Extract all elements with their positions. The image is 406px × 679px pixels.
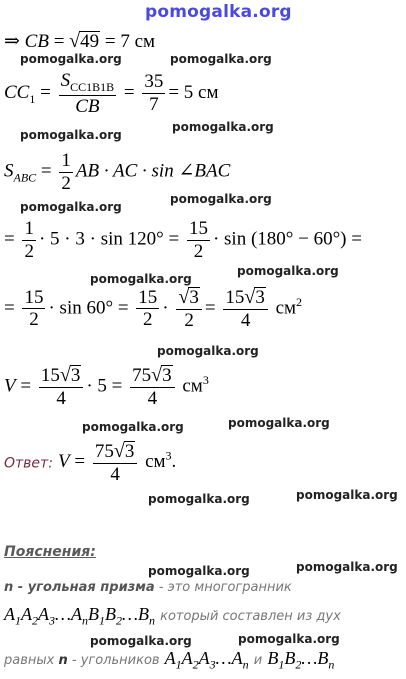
sqrt-icon: √ bbox=[69, 30, 81, 52]
watermark: pomogalka.org bbox=[172, 120, 274, 134]
superscript: 2 bbox=[296, 294, 303, 309]
fraction bbox=[142, 71, 165, 116]
numerator: 35 bbox=[144, 71, 164, 93]
numerator: 75 bbox=[94, 441, 114, 462]
fraction bbox=[136, 287, 159, 332]
radicand: 3 bbox=[189, 287, 199, 308]
denominator: 2 bbox=[61, 172, 71, 194]
fraction bbox=[130, 364, 174, 410]
denominator: 7 bbox=[142, 93, 165, 116]
unit: см bbox=[145, 451, 166, 473]
volume-symbol: V bbox=[58, 451, 70, 473]
numerator: 75 bbox=[132, 365, 152, 386]
unit: см bbox=[182, 375, 203, 397]
formula-line-3: $S_{ABC}$ = $\frac{1}{2}$ AB · AC · sin ∠BAC bbox=[4, 150, 231, 194]
denominator: 4 bbox=[223, 309, 267, 332]
explanation-line-1 bbox=[4, 580, 292, 595]
fraction bbox=[22, 218, 36, 263]
numerator: 15 bbox=[40, 365, 60, 386]
radicand: 49 bbox=[80, 31, 100, 52]
sqrt-icon: √ bbox=[59, 364, 71, 386]
watermark: pomogalka.org bbox=[20, 200, 122, 214]
fraction bbox=[39, 364, 83, 410]
explanation-text: равных bbox=[4, 653, 59, 668]
site-title: pomogalka.org bbox=[145, 2, 292, 22]
denominator: 2 bbox=[22, 308, 45, 331]
watermark: pomogalka.org bbox=[148, 564, 250, 578]
denominator: 4 bbox=[130, 387, 174, 410]
radicand: 3 bbox=[70, 365, 81, 386]
radicand: 3 bbox=[124, 441, 135, 462]
superscript: 3 bbox=[165, 448, 172, 463]
subscript: ABC bbox=[13, 170, 37, 185]
watermark: pomogalka.org bbox=[90, 272, 192, 286]
area-symbol: S bbox=[4, 160, 14, 182]
numerator: 1 bbox=[24, 218, 34, 239]
subscript: CC1B1B bbox=[70, 79, 115, 94]
explanation-line-2 bbox=[4, 604, 341, 629]
watermark: pomogalka.org bbox=[296, 560, 398, 574]
formula-line-2: $CC_1$ = $\frac{S_{CC1B1B}}{CB}$ = $\frac{35}{7}$ = 5 см bbox=[4, 70, 219, 117]
area-formula: AB · AC · sin ∠BAC bbox=[75, 160, 231, 182]
definition-text: - это многогранник bbox=[154, 580, 292, 595]
fraction bbox=[59, 150, 73, 195]
fraction bbox=[223, 286, 267, 332]
explanation-header: Пояснения: bbox=[4, 544, 96, 560]
sqrt-icon: √ bbox=[178, 286, 190, 308]
answer-line: Ответ: V = $\frac{75√3}{4}$ $см^3$. bbox=[4, 440, 177, 485]
cb-symbol: CB bbox=[24, 31, 49, 52]
denominator: 4 bbox=[39, 387, 83, 410]
expression: · sin 60° = bbox=[48, 297, 129, 319]
explanation-text: - угольников bbox=[67, 653, 160, 668]
watermark: pomogalka.org bbox=[237, 264, 339, 278]
fraction bbox=[59, 70, 117, 117]
denominator: CB bbox=[59, 95, 117, 118]
denominator: 2 bbox=[24, 240, 34, 262]
denominator: 2 bbox=[176, 309, 201, 332]
numerator: 15 bbox=[138, 286, 158, 308]
denominator: 4 bbox=[93, 463, 137, 486]
fraction bbox=[22, 287, 45, 332]
radicand: 3 bbox=[162, 365, 172, 386]
watermark: pomogalka.org bbox=[90, 634, 192, 648]
cc1-value: 5 см bbox=[183, 82, 219, 104]
expression: · 5 · 3 · sin 120° = bbox=[38, 228, 180, 250]
cb-value: 7 см bbox=[120, 31, 156, 52]
fraction bbox=[93, 440, 137, 486]
sqrt-icon: √ bbox=[151, 364, 163, 386]
watermark: pomogalka.org bbox=[157, 344, 259, 358]
watermark: pomogalka.org bbox=[148, 492, 250, 506]
fraction bbox=[176, 286, 201, 332]
superscript: 3 bbox=[202, 372, 209, 387]
formula-line-4: = $\frac{1}{2}$ · 5 · 3 · sin 120° = $\frac{15}{2}$ · sin (180° − 60°) = bbox=[4, 218, 362, 262]
base-vertices-formula: $A_1A_2A_3\dots A_nB_1B_2\dots B_n$ bbox=[4, 604, 155, 628]
formula-line-6: V = $\frac{15√3}{4}$ · 5 = $\frac{75√3}{4}$ $см^3$ bbox=[4, 364, 209, 409]
base-a-formula: $A_1A_2A_3\dots A_n$ bbox=[164, 648, 249, 672]
numerator: 15 bbox=[225, 287, 245, 308]
expression: · sin (180° − 60°) = bbox=[212, 228, 362, 250]
explanation-text: и bbox=[253, 653, 263, 668]
answer-label: Ответ: bbox=[4, 455, 53, 472]
numerator: 1 bbox=[61, 150, 71, 171]
watermark: pomogalka.org bbox=[170, 52, 272, 66]
unit: см bbox=[275, 297, 297, 319]
numerator: 15 bbox=[188, 218, 208, 239]
watermark: pomogalka.org bbox=[82, 420, 184, 434]
watermark: pomogalka.org bbox=[20, 128, 122, 142]
formula-line-1: ⇒ CB = √49 = 7 см bbox=[4, 30, 156, 52]
sqrt-icon: √ bbox=[113, 440, 125, 462]
watermark: pomogalka.org bbox=[170, 192, 272, 206]
expression: · 5 = bbox=[86, 375, 123, 397]
explanation-text: который составлен из дух bbox=[160, 609, 341, 624]
implies-symbol: ⇒ bbox=[4, 31, 25, 52]
punctuation: . bbox=[171, 451, 177, 473]
area-symbol: S bbox=[60, 70, 71, 91]
watermark: pomogalka.org bbox=[20, 52, 122, 66]
denominator: 2 bbox=[136, 308, 159, 331]
volume-symbol: V bbox=[4, 375, 16, 397]
cc1-symbol: CC bbox=[4, 82, 30, 104]
n-symbol: n bbox=[58, 653, 68, 668]
sqrt-icon: √ bbox=[244, 286, 256, 308]
explanation-line-3 bbox=[4, 648, 334, 673]
numerator: 15 bbox=[24, 286, 44, 308]
denominator: 2 bbox=[187, 240, 210, 263]
formula-line-5: = $\frac{15}{2}$ · sin 60° = $\frac{15}{2}$ · $\frac{√3}{2}$ = $\frac{15√3}{4}$ $см^2$ bbox=[4, 286, 303, 331]
watermark: pomogalka.org bbox=[228, 416, 330, 430]
subscript: 1 bbox=[29, 91, 36, 106]
prism-term: - угольная призма bbox=[13, 580, 155, 595]
fraction bbox=[187, 218, 210, 263]
n-symbol: n bbox=[4, 580, 14, 595]
radicand: 3 bbox=[255, 287, 265, 308]
watermark: pomogalka.org bbox=[296, 488, 398, 502]
base-b-formula: $B_1B_2\dots B_n$ bbox=[267, 648, 335, 672]
watermark: pomogalka.org bbox=[238, 632, 340, 646]
